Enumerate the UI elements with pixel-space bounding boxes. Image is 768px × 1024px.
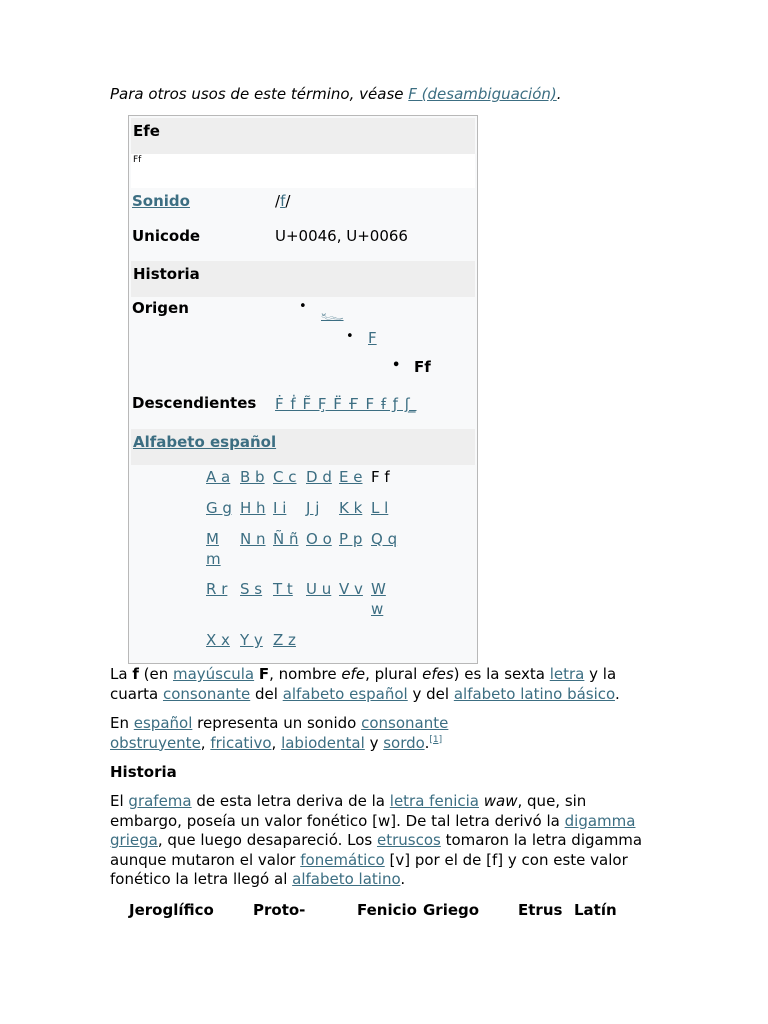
uppercase-link[interactable]: mayúscula xyxy=(172,665,255,683)
basic-latin-alphabet-link[interactable]: alfabeto latino básico xyxy=(453,684,615,703)
infobox-title xyxy=(131,118,475,154)
sound-slash-open: / xyxy=(275,192,281,210)
letter-link[interactable]: letra xyxy=(549,665,585,683)
spanish-link[interactable]: español xyxy=(133,714,193,732)
infobox-title-text: Efe xyxy=(133,122,160,140)
labiodental-link[interactable]: labiodental xyxy=(281,733,365,752)
alphabet-letter-current: F f xyxy=(371,468,390,486)
etruscans-link[interactable]: etruscos xyxy=(377,831,441,849)
alphabet-letter[interactable]: B b xyxy=(240,468,265,486)
alphabet-link[interactable]: Alfabeto español xyxy=(133,433,277,451)
alphabet-letter[interactable]: S s xyxy=(240,580,263,598)
alphabet-letter[interactable]: G g xyxy=(206,499,232,517)
obstruent-consonant-link[interactable]: consonante obstruyente xyxy=(110,714,449,752)
alphabet-letter[interactable]: K k xyxy=(339,499,363,517)
origin-hieroglyph-link[interactable]: • 𓆑 xyxy=(321,299,344,324)
intro-paragraph-2: En español representa un sonido consonante obstruyente, fricativo, labiodental y sordo.[1] xyxy=(110,714,449,752)
alphabet-letter[interactable]: Ñ ñ xyxy=(273,530,299,548)
unicode-label: Unicode xyxy=(132,227,201,245)
table-header-proto: Proto- xyxy=(253,901,306,919)
history-header xyxy=(131,261,475,297)
voiceless-link[interactable]: sordo xyxy=(383,733,425,752)
phoenician-letter-link[interactable]: letra fenicia xyxy=(389,792,479,810)
descendants-label: Descendientes xyxy=(132,394,257,412)
digamma-link[interactable]: digamma xyxy=(564,811,636,830)
infobox-glyph-text: Ff xyxy=(133,155,142,165)
alphabet-letter[interactable]: W w xyxy=(371,580,386,618)
history-header-text: Historia xyxy=(133,265,200,283)
sound-value xyxy=(275,192,290,210)
table-header-phoenician: Fenicio xyxy=(357,901,417,919)
consonant-link[interactable]: consonante xyxy=(162,684,251,703)
sound-slash-close: / xyxy=(285,192,291,210)
alphabet-letter[interactable]: E e xyxy=(339,468,363,486)
alphabet-letter[interactable]: L l xyxy=(371,499,389,517)
latin-alphabet-link[interactable]: alfabeto latino xyxy=(292,870,401,888)
disambiguation-link[interactable]: F (desambiguación) xyxy=(408,85,557,103)
intro-paragraph-1: La f (en mayúscula F, nombre efe, plural efes) es la sexta letra y la cuarta consonante del alfabeto español y del alfabeto latino básico. xyxy=(110,665,620,703)
alphabet-letter[interactable]: Z z xyxy=(273,631,296,649)
table-header-etruscan: Etrus xyxy=(518,901,563,919)
grapheme-link[interactable]: grafema xyxy=(128,792,192,810)
phoneme-f-link[interactable]: f xyxy=(280,192,286,210)
alphabet-letter[interactable]: M m xyxy=(206,530,221,568)
hatnote-text: Para otros usos de este término, véase xyxy=(110,85,409,103)
alphabet-letter[interactable]: N n xyxy=(240,530,266,548)
alphabet-letter[interactable]: U u xyxy=(306,580,332,598)
alphabet-letter[interactable]: C c xyxy=(273,468,297,486)
alphabet-letter[interactable]: D d xyxy=(306,468,332,486)
alphabet-letter[interactable]: X x xyxy=(206,631,230,649)
origin-f-link[interactable]: • F xyxy=(368,329,377,347)
unicode-value: U+0046, U+0066 xyxy=(275,227,408,245)
descendants-links[interactable]: Ḟ ḟ F̃ F̧ F̈ Ғ F ꞙ ƒ ʃ ̲ xyxy=(275,395,417,413)
alphabet-letter[interactable]: H h xyxy=(240,499,266,517)
hatnote-period: . xyxy=(556,85,562,103)
table-header-hieroglyph: Jeroglífico xyxy=(129,901,214,919)
reference-link[interactable]: [1] xyxy=(429,734,443,745)
alphabet-letter[interactable]: R r xyxy=(206,580,228,598)
alphabet-letter[interactable]: I i xyxy=(273,499,287,517)
greek-link[interactable]: griega xyxy=(110,831,158,849)
history-paragraph: El grafema de esta letra deriva de la letra fenicia waw, que, sin embargo, poseía un valor fonético [w]. De tal letra derivó la digamma griega, que luego desapareció. Los etruscos tomaron la letra digamma aunque mutaron el valor fonemático [v] por el de [f] y con este valor fonético la letra llegó al alfabeto latino. xyxy=(110,792,643,888)
alphabet-letter[interactable]: O o xyxy=(306,530,332,548)
alphabet-letter[interactable]: A a xyxy=(206,468,231,486)
alphabet-letter[interactable]: V v xyxy=(339,580,363,598)
table-header-greek: Griego xyxy=(423,901,480,919)
origin-ff: • Ff xyxy=(414,358,431,376)
alphabet-letter[interactable]: T t xyxy=(273,580,293,598)
phonemic-link[interactable]: fonemático xyxy=(300,850,385,869)
history-heading: Historia xyxy=(110,763,177,781)
alphabet-letter[interactable]: Y y xyxy=(240,631,263,649)
alphabet-letter[interactable]: J j xyxy=(306,499,320,517)
alphabet-header xyxy=(131,429,475,465)
alphabet-letter[interactable]: Q q xyxy=(371,530,398,548)
table-header-latin: Latín xyxy=(574,901,617,919)
fricative-link[interactable]: fricativo xyxy=(210,733,272,752)
origin-label: Origen xyxy=(132,299,189,317)
spanish-alphabet-link[interactable]: alfabeto español xyxy=(282,684,408,703)
sound-link[interactable]: Sonido xyxy=(132,192,190,210)
alphabet-letter[interactable]: P p xyxy=(339,530,363,548)
infobox-glyph xyxy=(131,154,475,188)
hatnote xyxy=(110,85,562,103)
